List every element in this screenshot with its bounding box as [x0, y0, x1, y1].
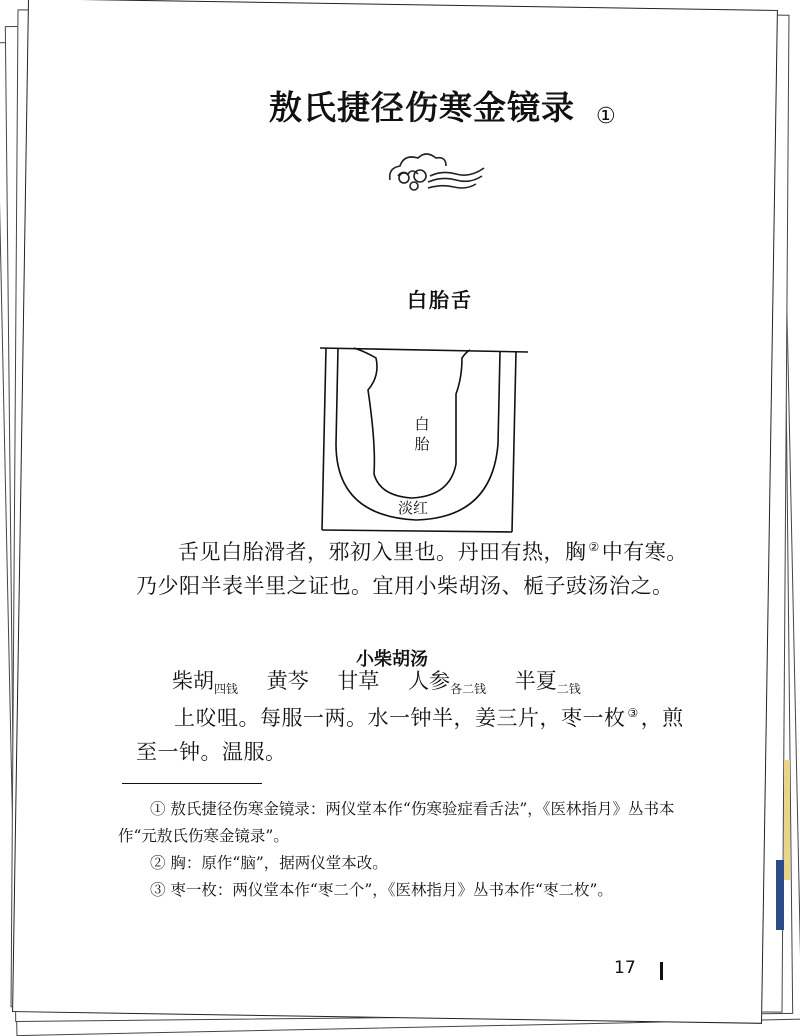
footnote: ① 敖氏捷径伤寒金镜录：两仪堂本作“伤寒验症看舌法”，《医林指月》丛书本作“元敖氏伤寒金镜录”。 [118, 800, 675, 845]
paragraph-text: 舌见白胎滑者，邪初入里也。丹田有热，胸 [178, 540, 587, 564]
herb-name: 甘草 [337, 669, 380, 693]
diagram-label-pale-red: 淡红 [398, 499, 429, 517]
footnote: ② 胸：原作“脑”，据两仪堂本改。 [150, 854, 388, 872]
herb-name: 半夏 [514, 669, 557, 693]
herb-name: 柴胡 [172, 669, 214, 693]
footnotes [118, 796, 678, 904]
title-footnote-marker: ① [596, 104, 616, 129]
body-paragraph [136, 696, 696, 769]
herb-dose: 各二钱 [450, 682, 487, 697]
page-number: 17 [614, 958, 636, 978]
footnote-divider [122, 783, 262, 784]
footnote-marker: ② [588, 540, 600, 554]
paragraph-text: 上㕮咀。每服一两。水一钟半，姜三片，枣一枚 [174, 706, 626, 730]
footnote-marker: ③ [627, 706, 639, 720]
page-number-bar [660, 962, 663, 980]
recipe-title: 小柴胡汤 [356, 649, 428, 670]
book-edge-strip [776, 860, 784, 930]
diagram-label-white-coating: 白 胎 [414, 415, 430, 453]
book-edge-strip [784, 760, 790, 880]
page-title: 敖氏捷径伤寒金镜录 [269, 88, 575, 127]
paragraph-text: 中有寒。乃少阳半表半里之证也。宜用小柴胡汤、栀子豉汤治之。 [136, 540, 688, 598]
footnote: ③ 枣一枚：两仪堂本作“枣二个”，《医林指月》丛书本作“枣二枚”。 [150, 881, 613, 899]
herb-dose: 二钱 [556, 682, 581, 697]
body-paragraph [136, 530, 696, 603]
cloud-ornament-icon [384, 146, 488, 196]
herb-name: 人参 [408, 669, 451, 693]
herb-name: 黄芩 [266, 669, 309, 693]
herb-dose: 四钱 [214, 682, 239, 697]
section-title: 白胎舌 [407, 288, 473, 312]
paragraph-text: ，煎至一钟。温服。 [136, 706, 684, 764]
